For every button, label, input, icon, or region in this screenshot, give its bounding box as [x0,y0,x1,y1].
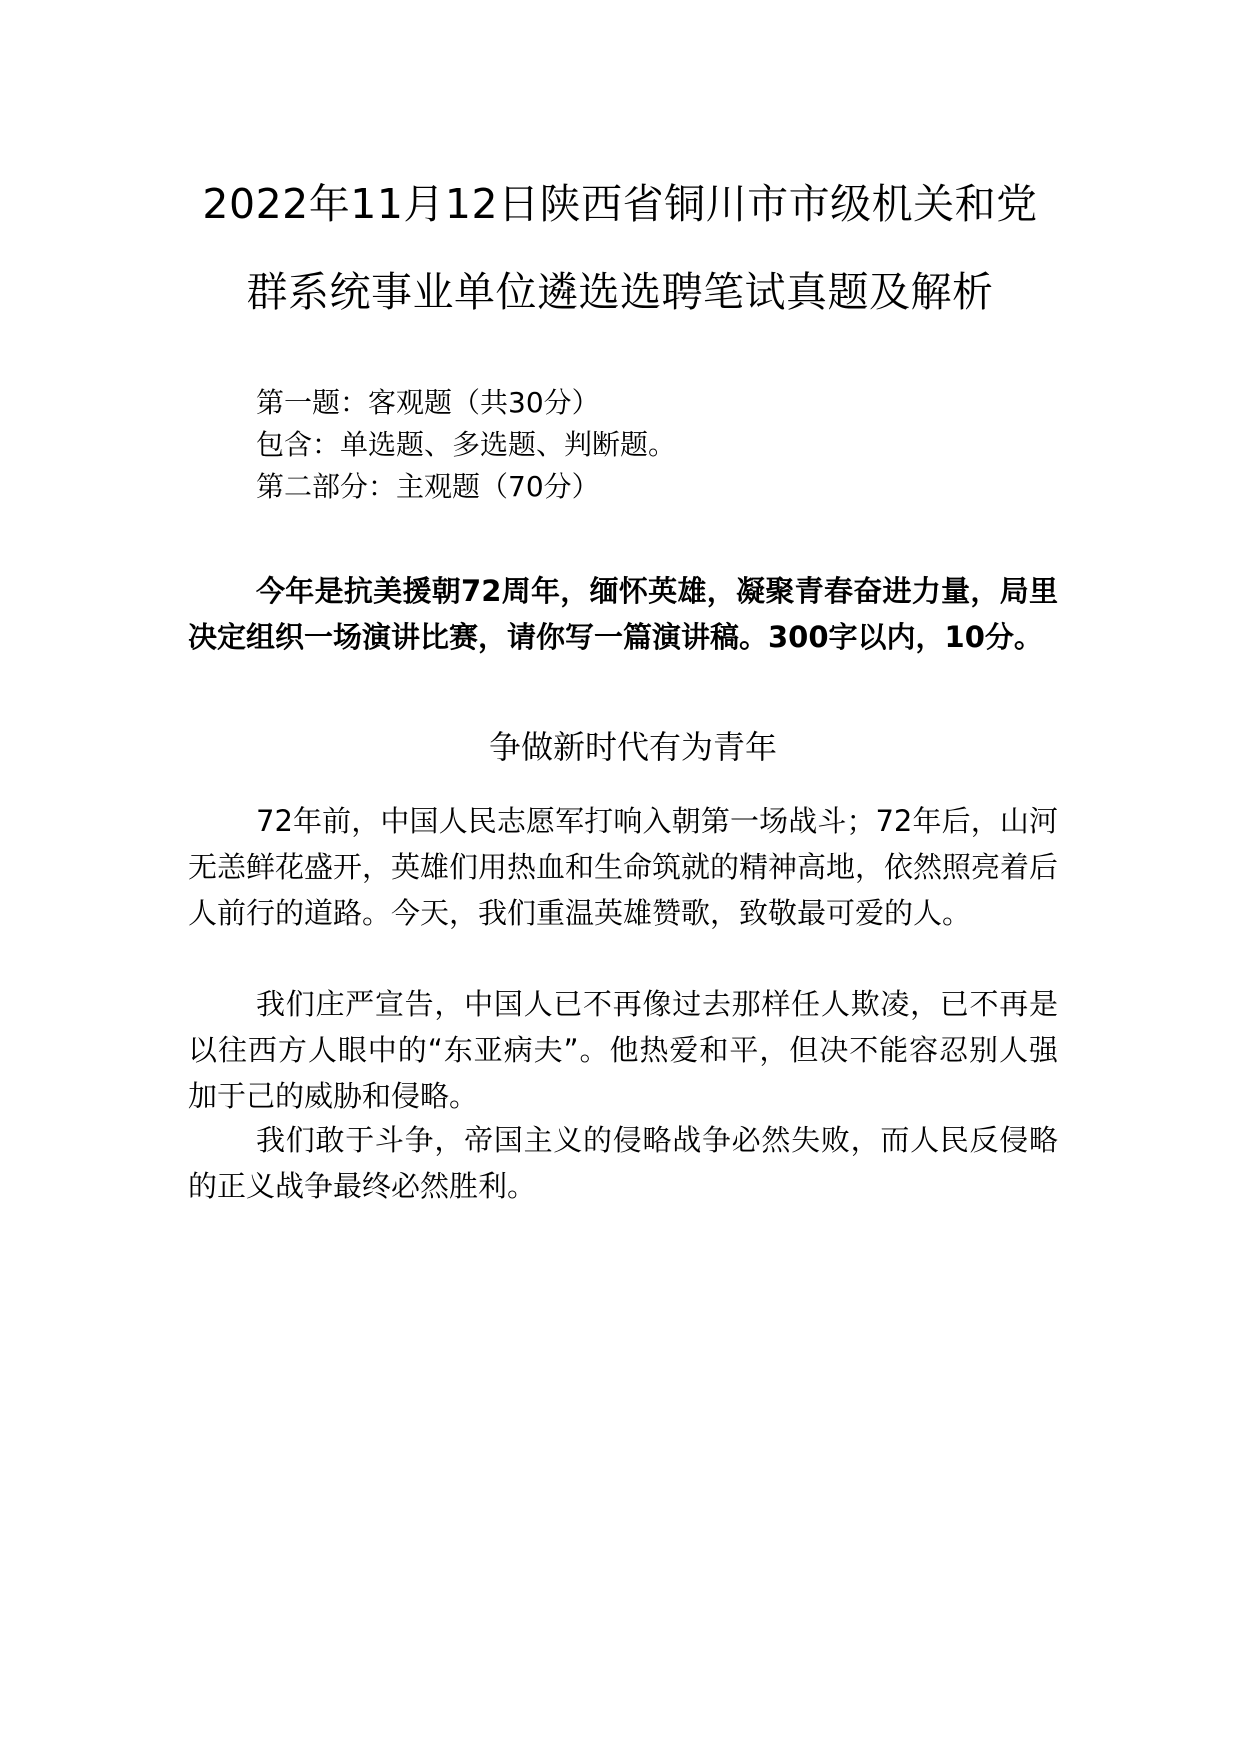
essay-title: 争做新时代有为青年 [488,728,777,766]
section-line-objective: 第一题：客观题（共30分） [256,386,600,419]
section-line-types: 包含：单选题、多选题、判断题。 [256,428,677,461]
section-line-subjective: 第二部分：主观题（70分） [256,470,600,503]
essay-paragraph: 72年前，中国人民志愿军打响入朝第一场战斗；72年后，山河无恙鲜花盛开，英雄们用热血和生命筑就的精神高地，依然照亮着后人前行的道路。今天，我们重温英雄赞歌，致敬最可爱的人。 [188,804,1059,930]
document-title: 2022年11月12日陕西省铜川市市级机关和党群系统事业单位遴选选聘笔试真题及解析 [202,180,1038,316]
essay-paragraph: 我们敢于斗争，帝国主义的侵略战争必然失败，而人民反侵略的正义战争最终必然胜利。 [188,1123,1058,1203]
essay-paragraph: 我们庄严宣告，中国人已不再像过去那样任人欺凌，已不再是以往西方人眼中的“东亚病夫”。他热爱和平，但决不能容忍别人强加于己的威胁和侵略。 [188,987,1058,1113]
question-prompt: 今年是抗美援朝72周年，缅怀英雄，凝聚青春奋进力量，局里决定组织一场演讲比赛，请你写一篇演讲稿。300字以内，10分。 [188,574,1058,654]
